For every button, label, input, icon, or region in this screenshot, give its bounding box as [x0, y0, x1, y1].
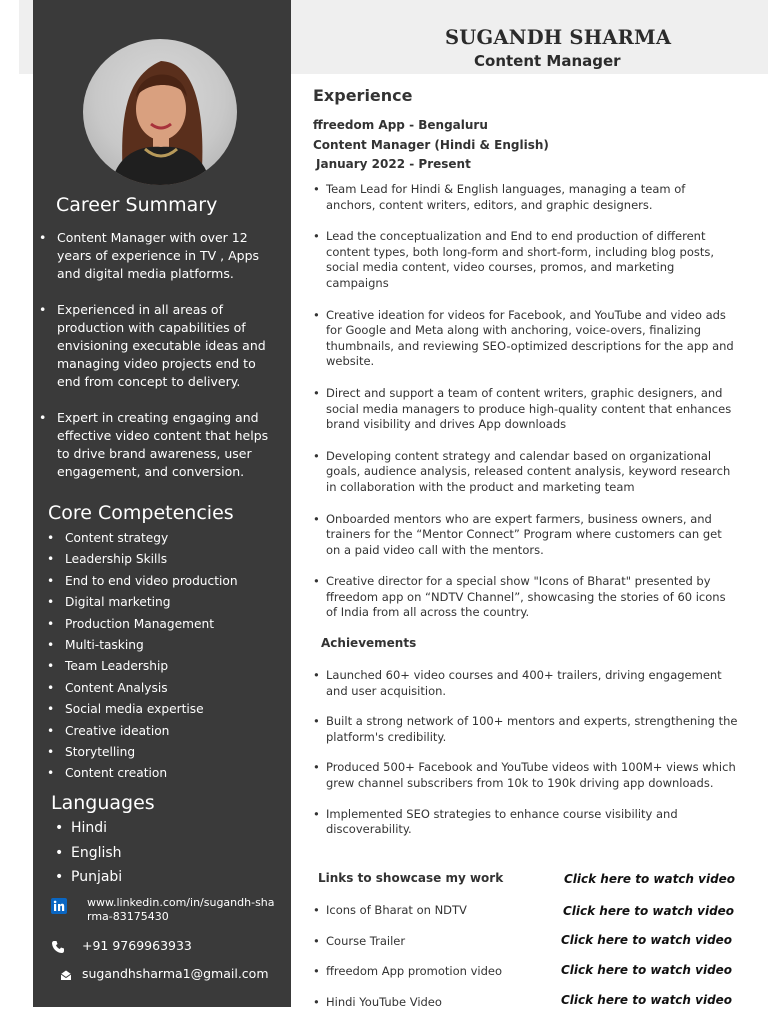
list-item: • Digital marketing: [41, 592, 238, 613]
sidebar: [33, 0, 291, 1007]
linkedin-contact: [51, 896, 281, 926]
email-icon: [60, 969, 72, 984]
list-item: • Built a strong network of 100+ mentors and experts, strengthening the platform's credibility.: [313, 714, 738, 745]
list-item: • Developing content strategy and calendar based on organizational goals, audience analysis, released content analysis, keyword research in collaboration with the product and marketing team: [313, 449, 738, 496]
list-item: • Storytelling: [41, 742, 238, 763]
watch-video-link[interactable]: Click here to watch video: [563, 904, 735, 918]
career-summary-list: [33, 229, 279, 499]
list-item: • Experienced in all areas of production with capabilities of envisioning executable ideas and managing video projects end to end from concept to delivery.: [33, 301, 279, 391]
phone-number[interactable]: +91 9769963933: [82, 938, 192, 953]
list-item: • Hindi: [33, 816, 122, 841]
watch-video-link[interactable]: Click here to watch video: [561, 993, 733, 1007]
company: ffreedom App - Bengaluru: [313, 118, 488, 132]
languages-heading: Languages: [51, 792, 155, 814]
job-role: Content Manager: [474, 52, 621, 70]
full-name: SUGANDH SHARMA: [445, 26, 672, 49]
list-item: • Team Leadership: [41, 656, 238, 677]
dates: January 2022 - Present: [316, 157, 471, 171]
achievements-heading: Achievements: [321, 636, 417, 650]
list-item: • Content Manager with over 12 years of experience in TV , Apps and digital media platforms.: [33, 229, 279, 283]
achievements-list: [313, 668, 738, 838]
link-row: [313, 964, 738, 978]
position: Content Manager (Hindi & English): [313, 137, 549, 152]
link-label: • Icons of Bharat on NDTV: [313, 903, 467, 917]
link-row: [313, 934, 738, 948]
list-item: • Implemented SEO strategies to enhance course visibility and discoverability.: [313, 807, 738, 838]
phone-icon: [51, 940, 65, 957]
list-item: • Expert in creating engaging and effective video content that helps to drive brand awareness, user engagement, and conversion.: [33, 409, 279, 481]
email-address[interactable]: sugandhsharma1@gmail.com: [82, 966, 269, 981]
core-competencies-list: [41, 528, 238, 785]
experience-heading: Experience: [313, 86, 413, 105]
list-item: • Punjabi: [33, 865, 122, 890]
list-item: • Creative ideation for videos for Facebook, and YouTube and video ads for Google and Meta along with anchoring, voice-overs, finalizing thumbnails, and reviewing SEO-optimized descriptions for the app and website.: [313, 308, 738, 370]
list-item: • Multi-tasking: [41, 635, 238, 656]
list-item: • Leadership Skills: [41, 549, 238, 570]
job-details: [313, 116, 549, 175]
list-item: • Content creation: [41, 763, 238, 784]
profile-photo: [83, 39, 237, 185]
experience-list: [313, 182, 738, 621]
list-item: • Creative ideation: [41, 721, 238, 742]
languages-list: [33, 816, 122, 890]
link-row: [313, 903, 738, 917]
list-item: • Content strategy: [41, 528, 238, 549]
watch-video-link[interactable]: Click here to watch video: [561, 963, 733, 977]
list-item: • Production Management: [41, 614, 238, 635]
list-item: • Social media expertise: [41, 699, 238, 720]
links-heading: Links to showcase my work: [318, 871, 504, 885]
linkedin-link[interactable]: www.linkedin.com/in/sugandh-sharma-83175430: [87, 896, 275, 923]
list-item: • Lead the conceptualization and End to end production of different content types, both long-form and short-form, including blog posts, social media content, video courses, promos, and marketing campaigns: [313, 229, 738, 291]
link-row: [313, 995, 738, 1009]
list-item: • End to end video production: [41, 571, 238, 592]
list-item: • Direct and support a team of content writers, graphic designers, and social media managers to produce high-quality content that enhances brand visibility and drives App downloads: [313, 386, 738, 433]
list-item: • Creative director for a special show "Icons of Bharat" presented by ffreedom app on “NDTV Channel”, showcasing the stories of 60 icons of India from all across the country.: [313, 574, 738, 621]
link-label: • Hindi YouTube Video: [313, 995, 442, 1009]
list-item: • Produced 500+ Facebook and YouTube videos with 100M+ views which grew channel subscribers from 10k to 190k driving app downloads.: [313, 760, 738, 791]
linkedin-icon: [51, 898, 67, 917]
list-item: • Onboarded mentors who are expert farmers, business owners, and trainers for the “Mentor Connect” Program where customers can get on a paid video call with the mentors.: [313, 512, 738, 559]
career-summary-heading: Career Summary: [56, 194, 218, 216]
watch-video-link[interactable]: Click here to watch video: [564, 872, 736, 886]
list-item: • Launched 60+ video courses and 400+ trailers, driving engagement and user acquisition.: [313, 668, 738, 699]
list-item: • Team Lead for Hindi & English languages, managing a team of anchors, content writers, editors, and graphic designers.: [313, 182, 738, 213]
core-competencies-heading: Core Competencies: [48, 502, 234, 524]
link-label: • Course Trailer: [313, 934, 405, 948]
list-item: • English: [33, 841, 122, 866]
link-label: • ffreedom App promotion video: [313, 964, 502, 978]
watch-video-link[interactable]: Click here to watch video: [561, 933, 733, 947]
list-item: • Content Analysis: [41, 678, 238, 699]
